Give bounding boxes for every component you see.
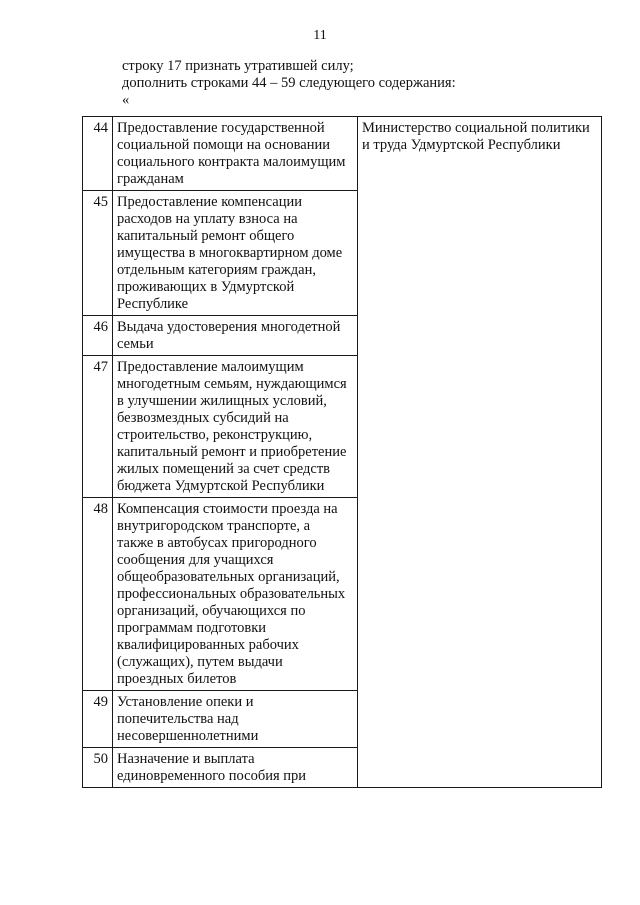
service-name: [113, 691, 358, 748]
intro-line-1: строку 17 признать утратившей силу;: [122, 58, 354, 74]
intro-line-2: дополнить строками 44 – 59 следующего содержания:: [122, 75, 456, 91]
service-name-line: семьи: [117, 336, 154, 352]
service-name-line: имущества в многоквартирном доме: [117, 245, 343, 261]
service-name-line: (служащих), путем выдачи: [117, 654, 283, 670]
row-number: 44: [83, 117, 113, 191]
service-name-line: Компенсация стоимости проезда на: [117, 501, 338, 517]
service-name-line: единовременного пособия при: [117, 768, 307, 784]
service-name-line: Республике: [117, 296, 189, 312]
service-name-line: социальной помощи на основании: [117, 137, 330, 153]
opening-quote: «: [122, 92, 130, 108]
service-name-line: также в автобусах пригородного: [117, 535, 317, 551]
service-name-line: Назначение и выплата: [117, 751, 255, 767]
service-name-line: Установление опеки и: [117, 694, 254, 710]
service-name-line: сообщения для учащихся: [117, 552, 274, 568]
service-name-line: социального контракта малоимущим: [117, 154, 346, 170]
service-name-line: общеобразовательных организаций,: [117, 569, 340, 585]
service-name: [113, 748, 358, 788]
row-number: 46: [83, 316, 113, 356]
service-name-line: отдельным категориям граждан,: [117, 262, 316, 278]
page-number: 11: [313, 28, 327, 43]
service-name-line: программам подготовки: [117, 620, 267, 636]
row-number: 45: [83, 191, 113, 316]
service-name-line: капитальный ремонт общего: [117, 228, 295, 244]
service-name-line: несовершеннолетними: [117, 728, 259, 744]
service-name: [113, 117, 358, 191]
service-name-line: профессиональных образовательных: [117, 586, 346, 602]
service-name-line: попечительства над: [117, 711, 239, 727]
intro-text: [122, 58, 456, 109]
service-name-line: безвозмездных субсидий на: [117, 410, 289, 426]
service-name-line: гражданам: [117, 171, 184, 187]
service-name-line: капитальный ремонт и приобретение: [117, 444, 347, 460]
service-name-line: Предоставление государственной: [117, 120, 325, 136]
services-table: [82, 116, 602, 788]
services-table-body: [83, 117, 602, 788]
table-row: [83, 117, 602, 191]
row-number: 50: [83, 748, 113, 788]
service-name-line: расходов на уплату взноса на: [117, 211, 298, 227]
service-name-line: жилых помещений за счет средств: [117, 461, 331, 477]
service-name-line: Предоставление малоимущим: [117, 359, 304, 375]
service-name-line: бюджета Удмуртской Республики: [117, 478, 325, 494]
row-number: 47: [83, 356, 113, 498]
service-name-line: проездных билетов: [117, 671, 237, 687]
service-name-line: квалифицированных рабочих: [117, 637, 299, 653]
service-name-line: многодетным семьям, нуждающимся: [117, 376, 347, 392]
service-name: [113, 356, 358, 498]
service-name: [113, 498, 358, 691]
service-name: [113, 316, 358, 356]
service-name-line: Предоставление компенсации: [117, 194, 302, 210]
row-number: 48: [83, 498, 113, 691]
responsible-organization: Министерство социальной политики и труда Удмуртской Республики: [358, 117, 602, 788]
service-name-line: в улучшении жилищных условий,: [117, 393, 327, 409]
service-name-line: проживающих в Удмуртской: [117, 279, 295, 295]
service-name-line: строительство, реконструкцию,: [117, 427, 313, 443]
row-number: 49: [83, 691, 113, 748]
service-name: [113, 191, 358, 316]
service-name-line: Выдача удостоверения многодетной: [117, 319, 341, 335]
service-name-line: внутригородском транспорте, а: [117, 518, 311, 534]
service-name-line: организаций, обучающихся по: [117, 603, 306, 619]
